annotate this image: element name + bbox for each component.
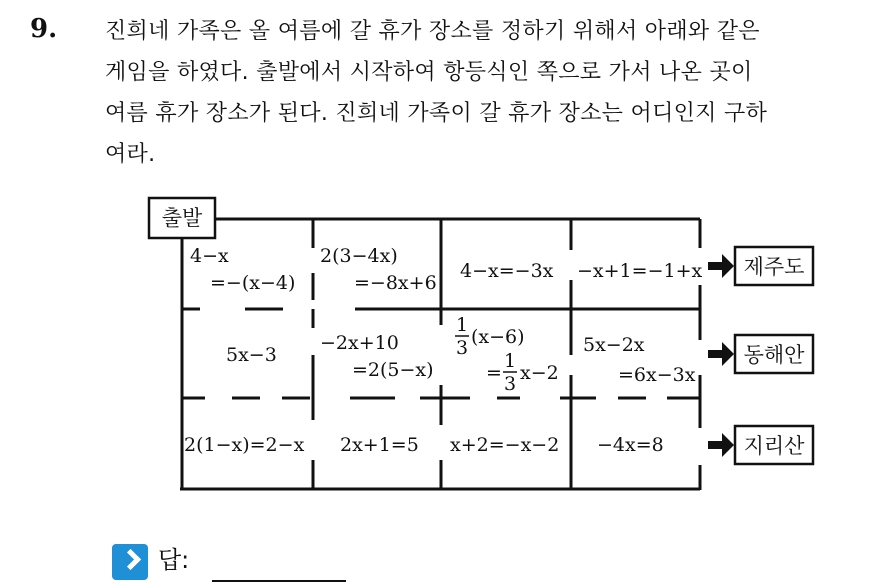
cell-r1c4: −x+1=−1+x <box>577 260 703 282</box>
answer-chevron-icon <box>112 544 148 580</box>
cell-r3c3: x+2=−x−2 <box>450 434 560 456</box>
fraction-numerator-1: 1 <box>455 314 469 336</box>
cell-r1c1-line1: 4−x <box>190 245 229 267</box>
fraction-denominator-2: 3 <box>503 373 517 395</box>
question-line-4: 여라. <box>105 142 156 167</box>
cell-r2c1: 5x−3 <box>226 344 277 366</box>
question-line-2: 게임을 하였다. 출발에서 시작하여 항등식인 쪽으로 가서 나온 곳이 <box>105 60 753 85</box>
answer-label: 답: <box>158 546 190 574</box>
question-line-1: 진희네 가족은 올 여름에 갈 휴가 장소를 정하기 위해서 아래와 같은 <box>105 19 760 44</box>
question-number: 9. <box>30 14 58 44</box>
fraction-denominator-1: 3 <box>455 337 469 359</box>
cell-r2c4-line1: 5x−2x <box>583 334 645 356</box>
arrow-right-icon-3 <box>708 433 734 457</box>
cell-r1c3: 4−x=−3x <box>460 260 554 282</box>
cell-r1c1-line2: =−(x−4) <box>210 272 296 294</box>
destination-jeju: 제주도 <box>743 255 805 279</box>
cell-r2c4-line2: =6x−3x <box>618 364 696 386</box>
cell-r2c2-line1: −2x+10 <box>320 332 399 354</box>
cell-r3c1: 2(1−x)=2−x <box>184 434 305 456</box>
cell-r1c2-line1: 2(3−4x) <box>320 245 398 267</box>
cell-r1c2-line2: =−8x+6 <box>354 272 437 294</box>
destination-east-coast: 동해안 <box>743 343 805 367</box>
arrow-right-icon-2 <box>708 342 734 366</box>
arrow-right-icon-1 <box>708 254 734 278</box>
fraction-numerator-2: 1 <box>503 350 517 372</box>
cell-r3c2: 2x+1=5 <box>340 434 419 456</box>
cell-r3c4: −4x=8 <box>597 434 664 456</box>
answer-blank[interactable] <box>212 580 346 582</box>
cell-r2c3-line2: x−2 <box>520 362 559 384</box>
cell-r2c3-eq: = <box>486 362 502 384</box>
question-line-3: 여름 휴가 장소가 된다. 진희네 가족이 갈 휴가 장소는 어디인지 구하 <box>105 101 768 126</box>
cell-r2c3-line1: (x−6) <box>471 326 525 348</box>
destination-jiri: 지리산 <box>743 434 805 458</box>
start-label: 출발 <box>161 206 203 230</box>
cell-r2c2-line2: =2(5−x) <box>352 359 434 381</box>
arrow-icons <box>708 254 734 457</box>
